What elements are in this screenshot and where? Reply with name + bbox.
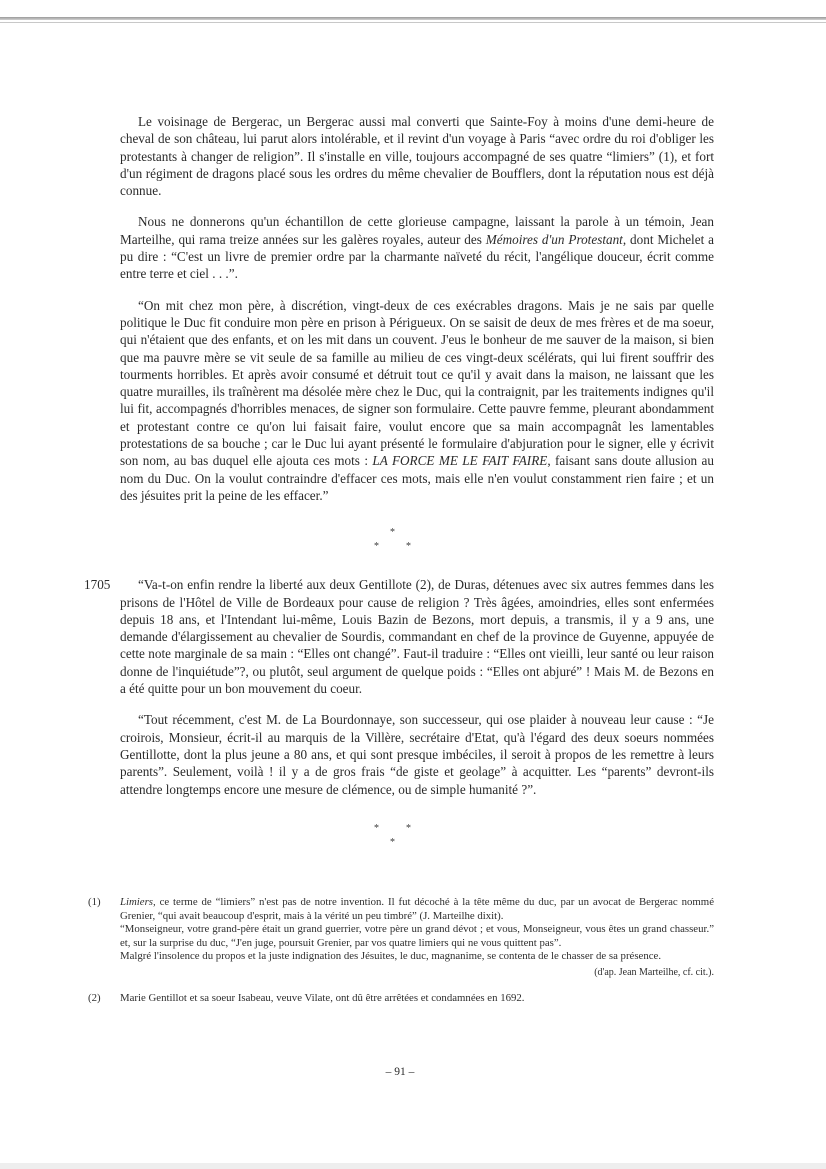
- paragraph-1: Le voisinage de Bergerac, un Bergerac aussi mal converti que Sainte-Foy à moins d'une demi-heure de cheval de son château, lui parut alors intolérable, et il revint d'un voyage à Paris “avec ordre du roi d'obliger les protestants à changer de religion”. Il s'installe en ville, toujours accompagné de ses quatre “limiers” (1), et fort d'un régiment de dragons placé sous les ordres du même chevalier de Boufflers, dont la réputation nous est déjà connue.: [120, 114, 714, 199]
- paragraph-3-quote: [120, 297, 714, 505]
- page-number: – 91 –: [385, 1066, 415, 1078]
- paragraph-4: “Va-t-on enfin rendre la liberté aux deux Gentillote (2), de Duras, détenues avec six autres femmes dans les prisons de l'Hôtel de Ville de Bordeaux pour cause de religion ? Très âgées, amoindries, elles sont enfermées depuis 18 ans, et l'Intendant lui-même, Louis Bazin de Bezons, mort depuis, a transmis, il y a 9 ans, une demande d'élargissement au chevalier de Sourdis, commandant en chef de la province de Guyenne, appuyée de cette note marginale de sa main : “Elles ont changé”. Faut-il traduire : “Elles ont vieilli, leur santé ou leur raison donne de l'inquiétude”?, ou plutôt, seul argument de quelque poids : “Elles ont abjuré” ! Mais M. de Bezons en a été quitte pour un bon mouvement du coeur.: [120, 577, 714, 697]
- footnote-1-line-1: [120, 896, 714, 923]
- motto: LA FORCE ME LE FAIT FAIRE: [372, 453, 548, 469]
- footnote-2-mark: (2): [88, 991, 101, 1004]
- paragraph-3-end: , faisant sans doute allusion au nom du Duc. On la voulut contraindre d'effacer ces mots, mais elle n'en voulut constamment rien faire ; et un des jésuites prit la peine de les effacer.”: [120, 453, 714, 503]
- paragraph-3-start: “On mit chez mon père, à discrétion, vingt-deux de ces exécrables dragons. Mais je ne sais par quelle politique le Duc fit conduire mon père en prison à Périgueux. On se saisit de deux de mes frères et de ma soeur, qui n'étaient que des enfants, et on les mit dans un couvent. J'eus le bonheur de me sauver de la maison, si bien que ma pauvre mère se vit seule de sa famille au milieu de ces vingt-deux scélérats, qui lui firent souffrir des tourments horribles. Et après avoir consumé et détruit tout ce qu'il y avait dans la maison, ne laissant que les quatre murailles, ils traînèrent ma désolée mère chez le Duc, qui la contraignit, par les traitements indignes qu'il lui fit, accompagnés d'horribles menaces, de signer son formulaire. Cette pauvre femme, pleurant abondamment et protestant contre ce qu'on lui faisait faire, voulut encore que sa main accompagnât les lamentables protestations de sa bouche ; car le Duc lui ayant présenté le formulaire d'abjuration pour le signer, elle y écrivit son nom, au bas duquel elle ajouta ces mots :: [120, 297, 714, 469]
- book-title: Mémoires d'un Protestant: [485, 231, 623, 247]
- footnote-2-text: Marie Gentillot et sa soeur Isabeau, veuve Vilate, ont dû être arrêtées et condamnées en 1692.: [120, 991, 525, 1004]
- footnote-1-mark: (1): [88, 896, 101, 908]
- footnote-2: [88, 992, 714, 1006]
- separator-star: *: [406, 541, 411, 553]
- footnote-1-line-2: “Monseigneur, votre grand-père était un grand guerrier, votre père un grand dévot ; et vous, Monseigneur, vous êtes un grand chasseur.” et, sur la surprise du duc, “J'en juge, poursuit Grenier, par vos quatre limiers qui ne vous quittent pas”.: [120, 923, 714, 949]
- footnote-1: [88, 896, 714, 980]
- paragraph-2: [120, 213, 714, 282]
- footnote-1-text: ce terme de “limiers” n'est pas de notre invention. Il fut décoché à la tête même du duc, par un avocat de Bergerac nommé Grenier, “qui avait beaucoup d'esprit, mais à la vérité un peu timbré” (J. Marteilhe dixit).: [120, 896, 714, 922]
- footnote-1-body: [120, 896, 714, 980]
- paragraph-2-end: , dont Michelet a pu dire : “C'est un livre de premier ordre par la charmante naïveté du récit, l'angélique douceur, écrit comme entre terre et ciel . . .”.: [120, 231, 714, 282]
- paragraph-2-start: Nous ne donnerons qu'un échantillon de cette glorieuse campagne, laissant la parole à un témoin, Jean Marteilhe, qui rama treize années sur les galères royales, auteur des: [120, 214, 714, 247]
- top-rule-thin: [0, 22, 826, 23]
- paragraph-5: “Tout récemment, c'est M. de La Bourdonnaye, son successeur, qui ose plaider à nouveau leur cause : “Je croirois, Monsieur, écrit-il au marquis de la Villère, secrétaire d'Etat, qu'à l'égard des deux soeurs nommées Gentillotte, dont la plus jeune a 80 ans, et qui sont presque imbéciles, il seroit à propos de les remettre à leurs parents”. Seulement, voilà ! il y a de gros frais “de giste et geolage” à acquitter. Les “parents” devront-ils attendre longtemps encore une mesure de clémence, ou de simple humanité ?”.: [120, 712, 714, 797]
- separator-star: *: [374, 541, 379, 553]
- separator-star: *: [374, 822, 379, 834]
- main-text: [84, 113, 714, 888]
- footnote-2-body: [120, 992, 714, 1006]
- separator-star: *: [390, 527, 395, 539]
- dated-entry: [84, 576, 714, 697]
- separator-star: *: [406, 822, 411, 834]
- footnote-1-term: Limiers,: [120, 896, 156, 908]
- footnotes: [88, 896, 714, 1005]
- footnote-1-line-3: Malgré l'insolence du propos et la juste indignation des Jésuites, le duc, magnanime, se contenta de le chasser de sa présence.: [120, 950, 662, 963]
- section-separator-1: [120, 528, 714, 562]
- bottom-band: [0, 1163, 826, 1169]
- section-separator-2: [120, 824, 714, 858]
- margin-year: 1705: [84, 577, 111, 593]
- footnote-1-attribution: (d'ap. Jean Marteilhe, cf. cit.).: [594, 966, 714, 978]
- top-rule: [0, 17, 826, 20]
- separator-star: *: [390, 836, 395, 848]
